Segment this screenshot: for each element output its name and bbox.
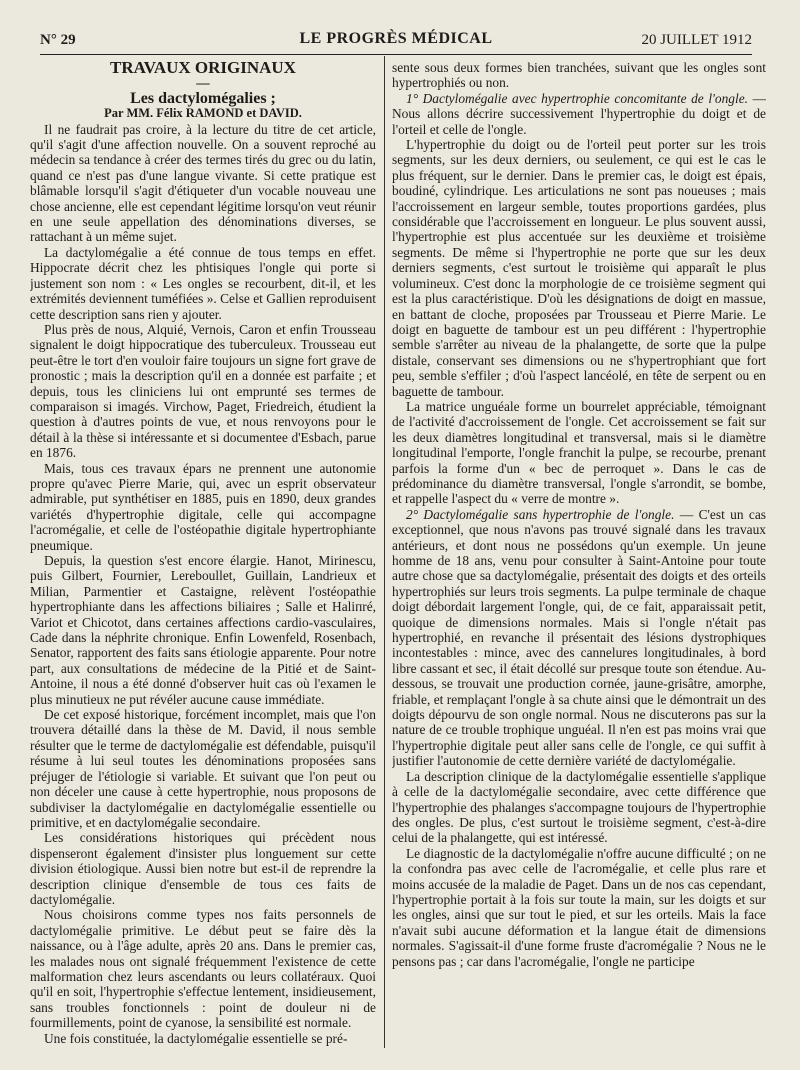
- paragraph: De cet exposé historique, forcément incomplet, mais que l'on trouvera détaillé dans la thèse de M. David, il nous semble résulter que le terme de dactylomégalie est défendable, puisqu'il résume à lui seul toutes les dénominations proposées sans préjuger de l'étiologie si variable. Et suivant que l'on peut ou non déceler une cause à cette hypertrophie, nous proposons de subdiviser la dactylomégalie en dactylomégalie essentielle ou primitive, et en dactylomégalie secondaire.: [30, 707, 376, 830]
- paragraph: Mais, tous ces travaux épars ne prennent une autonomie propre qu'avec Pierre Marie, qui, avec un esprit observateur admirable, put synthétiser en 1885, puis en 1890, deux grandes variétés d'hypertrophie digitale, celle qui accompagne l'acromégalie, et celle de l'ostéopathie digitale hypertrophiante pneumique.: [30, 460, 376, 553]
- paragraph: La dactylomégalie a été connue de tous temps en effet. Hippocrate décrit chez les phtisiques l'ongle qui porte si justement son nom : « Les ongles se recourbent, dit-il, et les extrémités deviennent tuméfiées ». Celse et Gallien reproduisent cette description sans rien y ajouter.: [30, 244, 376, 322]
- article-byline: Par MM. Félix RAMOND et DAVID.: [104, 106, 302, 121]
- subheading-2: 2° Dactylomégalie sans hypertrophie de l'ongle.: [406, 506, 675, 522]
- subheading-1: 1° Dactylomégalie avec hypertrophie concomitante de l'ongle.: [406, 90, 749, 106]
- issue-date: 20 JUILLET 1912: [641, 32, 752, 48]
- paragraph: [392, 91, 766, 137]
- paragraph: La description clinique de la dactylomégalie essentielle s'applique à celle de la dactylomégalie secondaire, avec cette différence que l'hypertrophie des phalanges s'accompagne toujours de l'hypertrophie des ongles. De plus, c'est surtout le troisième segment, c'est-à-dire celui de la phalangette, qui est intéressé.: [392, 768, 766, 846]
- paragraph: Il ne faudrait pas croire, à la lecture du titre de cet article, qu'il s'agit d'une affection nouvelle. On a souvent reproché au médecin sa tendance à créer des termes tirés du grec ou du latin, quand ce n'est pas d'une langue vivante. Si cette pratique est blâmable lorsqu'il s'agit d'étiqueter d'un vocable nouveau une chose ancienne, elle est cependant légitime lorsqu'on veut réunir en une seule appellation des dénominations diverses, se rattachant à un même sujet.: [30, 121, 376, 245]
- page-header: [40, 20, 752, 56]
- article-title: Les dactylomégalies ;: [130, 89, 276, 107]
- paragraph: Plus près de nous, Alquié, Vernois, Caron et enfin Trousseau signalent le doigt hippocratique des tuberculeux. Trousseau eut peut-être le tort d'en vouloir faire toujours un signe fort grave de pronostic ; mais la description qu'il en a donnée est parfaite ; et depuis, tous les cliniciens lui ont emprunté ses termes de comparaison si imagés. Virchow, Paget, Friedreich, étudient la question à d'autres points de vue, et nous renvoyons pour le détail à la thèse si intéressante et si documentee d'Esbach, parue en 1876.: [30, 321, 376, 461]
- paragraph-text: — Nous allons décrire successivement l'hypertrophie du doigt et de l'orteil et celle de l'ongle.: [392, 90, 766, 137]
- paragraph: Les considérations historiques qui précèdent nous dispenseront également d'insister plus longuement sur cette division étiologique. Aussi bien notre but est-il de reprendre la description clinique d'ensemble de tous ces faits de dactylomégalie.: [30, 830, 376, 907]
- section-dash: —: [196, 75, 210, 91]
- paragraph: Le diagnostic de la dactylomégalie n'offre aucune difficulté ; on ne la confondra pas avec celle de l'acromégalie, et celle plus rare et moins accusée de la maladie de Paget. Dans un de nos cas cependant, l'hypertrophie portait à la fois sur toute la main, sur les doigts et sur les ongles, ainsi que sur tout le pied, et sur les orteils. Mais la face n'avait subi aucune déformation et la langue était de dimensions normales. S'agissait-il d'une forme fruste d'acromégalie ? Nous ne le pensons pas ; car dans l'acromégalie, l'ongle ne participe: [392, 845, 766, 969]
- column-divider: [384, 56, 385, 1048]
- issue-number: N° 29: [40, 32, 76, 48]
- paragraph: La matrice unguéale forme un bourrelet appréciable, témoignant de l'activité d'accroissement de l'ongle. Cet accroissement se fait sur les deux diamètres longitudinal et transversal, mais si le diamètre longitudinal l'emporte, l'ongle franchit la pulpe, se recourbe, prenant parfois la forme d'un « bec de perroquet ». Dans le cas de prédominance du diamètre transversal, l'ongle s'arrondit, se bombe, et rappelle l'aspect du « verre de montre ».: [392, 398, 766, 507]
- header-rule: [40, 54, 752, 55]
- left-column: [30, 60, 376, 1048]
- paragraph: Une fois constituée, la dactylomégalie essentielle se pré-: [44, 1030, 348, 1046]
- paragraph: Depuis, la question s'est encore élargie. Hanot, Mirinescu, puis Gilbert, Fournier, Lereboullet, Guillain, Landrieux et Milian, Parmentier et Castaigne, relèvent l'ostéopathie hypertrophiante dans les affections biliaires ; Salle et Haliпré, Variot et Chicotot, dans certaines affections cardio-vasculaires, Cade dans la néphrite chronique. Enfin Lowenfeld, Rosenbach, Senator, rapportent des faits sans étiologie apparente. Pour notre part, aux consultations de médecine de la Pitié et de Saint-Antoine, il nous a été donné d'observer huit cas où l'examen le plus minutieux ne put révéler aucune cause immédiate.: [30, 553, 376, 707]
- section-heading: TRAVAUX ORIGINAUX: [110, 60, 296, 77]
- right-column: [392, 60, 766, 1048]
- paragraph-text: — C'est un cas exceptionnel, que nous n'avons pas trouvé signalé dans les travaux antérieurs, et dont nous ne possédons qu'un exemple. Un jeune homme de 18 ans, venu pour consulter à Saint-Antoine pour toute autre chose que sa dactylomégalie, présentait des doigts et des orteils hypertrophiés sur leurs trois segments. La pulpe terminale de chaque doigt débordait largement l'ongle, qui, de ce fait, apparaissait petit, quoique de dimensions normales. Mais si l'ongle n'était pas hypertrophié, en revanche il présentait des lésions dystrophiques incontestables : mince, avec des cannelures longitudinales, à bord libre cassant et sec, il était décollé sur presque toute son étendue. Au-dessous, se trouvait une production cornée, jaune-grisâtre, amorphe, friable, et remplaçant l'ongle à sa chute ainsi que le démontrait un des doigts dépourvu de son ongle normal. Nous ne discuterons pas sur la nature de ce trouble trophique unguéal. Il n'en est pas moins vrai que l'hypertrophie digitale peut aller sans celle de l'ongle, ce qui suffit à justifier l'autonomie de cette dernière variété de dactylomégalie.: [392, 506, 766, 769]
- paragraph: sente sous deux formes bien tranchées, suivant que les ongles sont hypertrophiés ou non.: [392, 60, 766, 91]
- paragraph: Nous choisirons comme types nos faits personnels de dactylomégalie primitive. Le début peut se faire dès la naissance, ou à l'âge adulte, après 20 ans. Dans le premier cas, les malades nous ont signalé fréquemment l'existence de cette malformation chez leurs ascendants ou leurs collatéraux. Quoi qu'il en soit, l'hypertrophie s'effectue lentement, insidieusement, sans troubles fonctionnels : point de douleur ni de fourmillements, point de cyanose, la sensibilité est normale.: [30, 907, 376, 1031]
- journal-title: LE PROGRÈS MÉDICAL: [299, 30, 493, 47]
- paragraph: L'hypertrophie du doigt ou de l'orteil peut porter sur les trois segments, sur les deux derniers, ou seulement, ce qui est le cas le plus fréquent, sur le dernier. Dans le premier cas, le doigt est épais, boudiné, cylindrique. Les articulations ne sont pas noueuses ; mais l'accroissement en largeur semble, toutes proportions gardées, plus considérable que l'accroissement en longueur. Le plus souvent aussi, l'hypertrophie est plus accentuée sur les deuxième et troisième segments. De même si l'hypertrophie ne porte que sur les deux derniers segments, c'est surtout le troisième qui apparaît le plus volumineux. C'est donc la morphologie de ce troisième segment qui est la plus caractéristique. D'où les désignations de doigt en massue, en battant de cloche, proposées par Trousseau et Pierre Marie. Le doigt en baguette de tambour est un peu différent : l'hypertrophie semble s'arrêter au niveau de la phalangette, de sorte que la pulpe distale, conservant ses dimensions ou ne s'hypertrophiant que fort peu, semble s'effiler ; d'où l'aspect lancéolé, en tête de serpent ou en baguette de tambour.: [392, 137, 766, 399]
- paragraph: [392, 507, 766, 769]
